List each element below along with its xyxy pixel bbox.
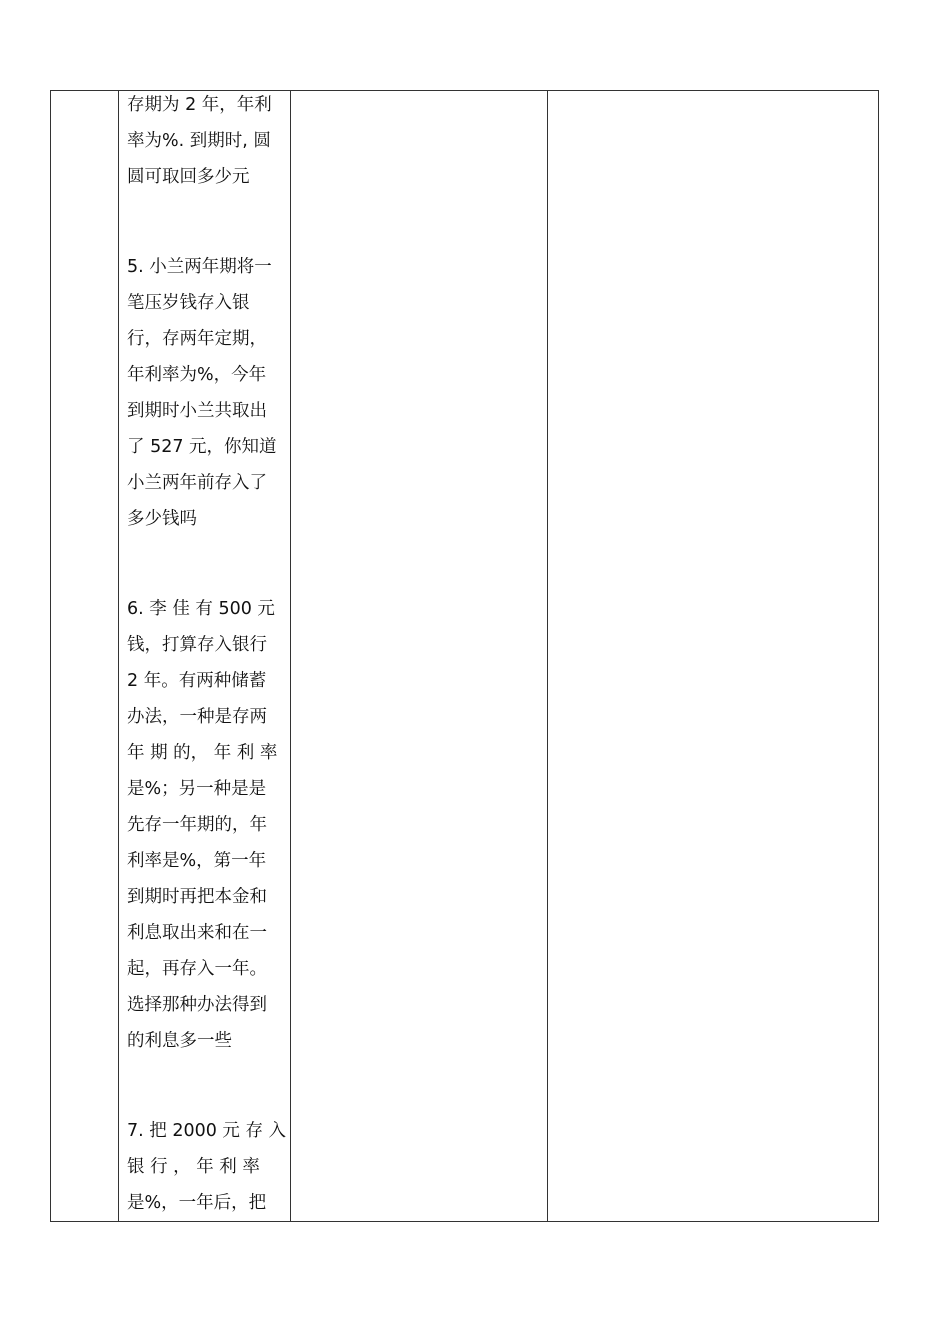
text-line: 圆可取回多少元 — [127, 167, 250, 187]
text-line: 笔压岁钱存入银 — [127, 293, 250, 313]
text-line: 利率是%，第一年 — [127, 851, 267, 871]
text-line: 存期为 2 年，年利 — [127, 95, 272, 115]
problem-6 — [127, 591, 282, 1059]
problem-4-continued — [127, 87, 282, 195]
text-line: 小兰两年前存入了 — [127, 473, 267, 493]
text-line: 到期时再把本金和 — [127, 887, 267, 907]
text-line: 率为%. 到期时, 圆 — [127, 131, 271, 151]
text-line: 年利率为%，今年 — [127, 365, 267, 385]
text-line: 银 行 ， 年 利 率 — [127, 1157, 260, 1177]
table-column-1 — [51, 91, 119, 1221]
paragraph-gap — [127, 537, 282, 591]
text-line: 是%，一年后，把 — [127, 1193, 267, 1213]
text-line: 7. 把 2000 元 存 入 — [127, 1121, 287, 1141]
table-column-2 — [119, 91, 291, 1221]
problem-7 — [127, 1113, 287, 1221]
document-table — [50, 90, 879, 1222]
text-line: 5. 小兰两年期将一 — [127, 257, 272, 277]
text-line: 6. 李 佳 有 500 元 — [127, 599, 275, 619]
text-line: 利息取出来和在一 — [127, 923, 267, 943]
text-line: 到期时小兰共取出 — [127, 401, 267, 421]
text-line: 先存一年期的，年 — [127, 815, 267, 835]
paragraph-gap — [127, 195, 282, 249]
paragraph-gap — [127, 1059, 282, 1113]
text-line: 是%；另一种是是 — [127, 779, 267, 799]
text-line: 的利息多一些 — [127, 1031, 232, 1051]
table-column-4 — [548, 91, 878, 1221]
problem-text-cell — [119, 87, 290, 1221]
text-line: 年 期 的， 年 利 率 — [127, 743, 278, 763]
text-line: 多少钱吗 — [127, 509, 197, 529]
text-line: 选择那种办法得到 — [127, 995, 267, 1015]
text-line: 钱，打算存入银行 — [127, 635, 267, 655]
text-line: 起，再存入一年。 — [127, 959, 267, 979]
text-line: 行，存两年定期， — [127, 329, 267, 349]
text-line: 办法，一种是存两 — [127, 707, 267, 727]
table-column-3 — [291, 91, 548, 1221]
text-line: 了 527 元，你知道 — [127, 437, 277, 457]
problem-5 — [127, 249, 282, 537]
text-line: 2 年。有两种储蓄 — [127, 671, 267, 691]
